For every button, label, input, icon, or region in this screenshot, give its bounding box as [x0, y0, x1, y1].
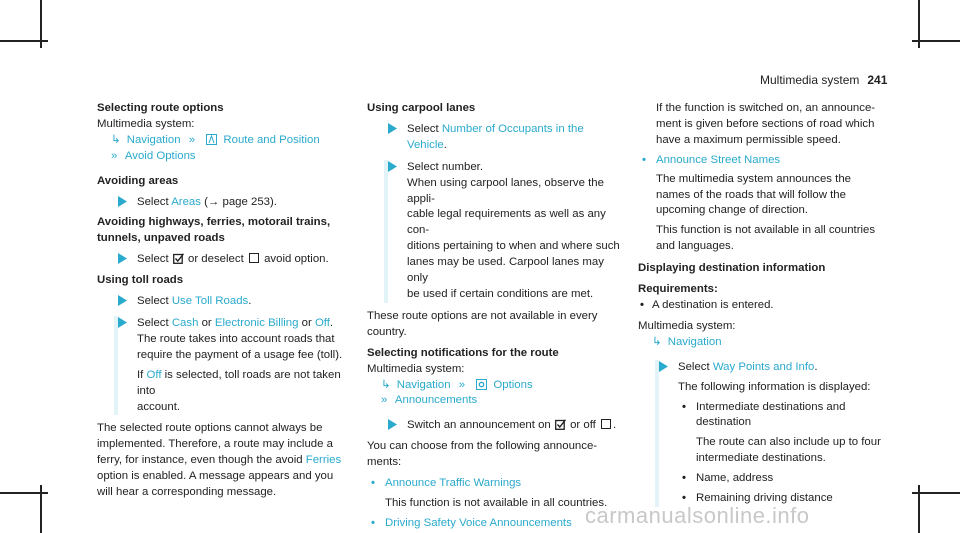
path-arrow-icon: ↳: [111, 133, 121, 146]
heading-toll-roads: Using toll roads: [97, 274, 184, 287]
link-announce-traffic-warnings[interactable]: Announce Traffic Warnings: [385, 477, 522, 490]
route-position-icon: [206, 134, 217, 145]
step-arrow-icon: [117, 295, 128, 306]
link-off[interactable]: Off: [314, 316, 330, 329]
bullet-icon: •: [642, 153, 646, 166]
heading-carpool-lanes: Using carpool lanes: [367, 102, 476, 114]
paragraph: You can choose from the following announce-: [367, 440, 598, 453]
link-electronic-billing[interactable]: Electronic Billing: [214, 316, 299, 329]
system-label: Multimedia system:: [367, 362, 465, 375]
step: Select Use Toll Roads.: [114, 294, 347, 310]
checkbox-checked-icon: [173, 253, 184, 264]
list-item: • Intermediate destinations and destination: [682, 400, 846, 429]
watermark: carmanualsonline.info: [585, 503, 810, 528]
list-item: [367, 516, 622, 532]
link-way-points-and-info[interactable]: Way Points and Info: [712, 360, 815, 373]
step-arrow-icon: [387, 123, 398, 134]
step: Select Way Points and Info. The following information is displayed: • Intermediate destinations and destination The route can also include up to four intermediate destinations. • Name, address • Remaining driving distance: [655, 360, 900, 507]
link-ferries[interactable]: Ferries: [305, 454, 342, 467]
link-options[interactable]: Options: [493, 378, 533, 391]
step: Select Areas (→ page 253).: [114, 195, 347, 211]
step-arrow-icon: [387, 161, 398, 172]
link-navigation[interactable]: Navigation: [667, 335, 722, 348]
step-arrow-icon: [117, 253, 128, 264]
bullet-icon: •: [682, 472, 686, 485]
step-arrow-icon: [117, 196, 128, 207]
menu-path-2: [97, 149, 347, 165]
link-driving-safety-voice[interactable]: Driving Safety Voice Announcements: [385, 516, 572, 529]
step: Select or deselect avoid option.: [114, 252, 347, 268]
list-item: • Remaining driving distance: [678, 491, 900, 507]
link-navigation[interactable]: Navigation: [126, 133, 181, 146]
requirements-label: Requirements:: [638, 283, 718, 296]
system-label: Multimedia system:: [638, 319, 736, 332]
header-title: Multimedia system: [760, 73, 860, 87]
menu-path: [367, 378, 622, 394]
menu-path: [97, 133, 347, 149]
double-chevron-icon: »: [188, 133, 196, 146]
bullet-icon: •: [640, 298, 644, 311]
crop-mark: [912, 40, 960, 42]
bullet-icon: •: [371, 516, 375, 529]
checkbox-empty-icon: [601, 419, 611, 429]
menu-path: [638, 335, 900, 351]
menu-path-2: [367, 393, 622, 409]
link-off-2[interactable]: Off: [146, 368, 162, 381]
link-use-toll-roads[interactable]: Use Toll Roads: [171, 295, 249, 308]
step-arrow-icon: [658, 361, 669, 372]
checkbox-empty-icon: [249, 253, 259, 263]
column-1: Selecting route options Multimedia system: ↳ Navigation » Route and Position » Avoid Options Avoiding areas Select Areas (→ page 253). Avoiding highways, ferries, motorail trains, tunnels, unpaved roads Select or deselect avoid option. Using toll roads Select Use Toll Roads. Select Cash or Electronic Billing or Off. The route takes into account roads that require the payment of a usage fee (toll). If Off is selected, toll roads are not taken into account. The selected route options cannot always be implemented. Therefore, a route may include a ferry, for instance, even though the avoid Ferries option is enabled. A message appears and you will hear a corresponding message.: [97, 101, 347, 501]
link-route-and-position[interactable]: Route and Position: [223, 133, 320, 146]
crop-mark: [0, 492, 48, 494]
column-2: Using carpool lanes Select Number of Occupants in the Vehicle. Select number. When using carpool lanes, observe the appli- cable legal requirements as well as any con- ditions pertaining to when and where such lanes may be used. Carpool lanes may only be used if certain conditions are met. These route options are not available in every country. Selecting notifications for the route Multimedia system: ↳ Navigation » Options » Announcements Switch an announcement on or off . You can choose from the following announce- ments: • Announce Traffic Warnings This function is not available in all countries. • Driving Safety Voice Announcements: [367, 101, 622, 532]
page-number: 241: [867, 73, 888, 87]
list-item: [638, 153, 900, 169]
heading-avoiding-areas: Avoiding areas: [97, 174, 179, 187]
crop-mark: [0, 40, 48, 42]
step-arrow-icon: [387, 419, 398, 430]
checkbox-checked-icon: [555, 419, 566, 430]
crop-mark: [912, 492, 960, 494]
list-item: • Name, address: [678, 471, 900, 487]
double-chevron-icon: »: [381, 394, 388, 407]
step: Select Cash or Electronic Billing or Off. The route takes into account roads that require the payment of a usage fee (toll). If Off is selected, toll roads are not taken into account.: [114, 316, 347, 415]
link-number-of-occupants[interactable]: Number of Occupants in the Vehicle: [407, 122, 584, 151]
step: Select Number of Occupants in the Vehicle.: [384, 122, 622, 154]
page-header: [760, 73, 887, 87]
link-avoid-options[interactable]: Avoid Options: [124, 149, 196, 162]
step: Select number. When using carpool lanes, observe the appli- cable legal requirements as well as any con- ditions pertaining to when and where such lanes may be used. Carpool lanes may only be used if certain conditions are met.: [384, 160, 622, 303]
paragraph: These route options are not available in every: [367, 309, 598, 322]
path-arrow-icon: ↳: [381, 378, 391, 391]
column-3: If the function is switched on, an announce- ment is given before sections of road which have a maximum permissible speed. • Announce Street Names The multimedia system announces the names of the roads that will follow the upcoming change of direction. This function is not available in all countries and languages. Displaying destination information Requirements: • A destination is entered. Multimedia system: ↳ Navigation Select Way Points and Info. The following information is displayed: • Intermediate destinations and destination The route can also include up to four intermediate destinations. • Name, address • Remaining driving distance: [638, 101, 900, 507]
heading-avoiding-highways: Avoiding highways, ferries, motorail trains,: [97, 216, 331, 229]
link-cash[interactable]: Cash: [171, 316, 199, 329]
heading-avoiding-highways-2: tunnels, unpaved roads: [97, 232, 225, 245]
double-chevron-icon: »: [458, 378, 466, 391]
double-chevron-icon: »: [111, 149, 118, 162]
link-navigation[interactable]: Navigation: [396, 378, 451, 391]
bullet-icon: •: [682, 492, 686, 505]
gear-icon: [476, 379, 487, 390]
bullet-icon: •: [682, 400, 686, 413]
link-areas[interactable]: Areas: [171, 195, 201, 208]
heading-destination-info: Displaying destination information: [638, 262, 826, 275]
link-announce-street-names[interactable]: Announce Street Names: [656, 153, 781, 166]
system-label: Multimedia system:: [97, 117, 195, 130]
step: Switch an announcement on or off .: [384, 418, 622, 434]
bullet-icon: •: [371, 477, 375, 490]
heading-route-options: Selecting route options: [97, 102, 224, 114]
link-announcements[interactable]: Announcements: [394, 394, 478, 407]
list-item: [367, 476, 622, 492]
list-item: • A destination is entered.: [638, 298, 900, 314]
path-arrow-icon: ↳: [652, 335, 662, 348]
step-arrow-icon: [117, 317, 128, 328]
paragraph: The selected route options cannot always be: [97, 422, 323, 435]
heading-notifications: Selecting notifications for the route: [367, 346, 559, 359]
